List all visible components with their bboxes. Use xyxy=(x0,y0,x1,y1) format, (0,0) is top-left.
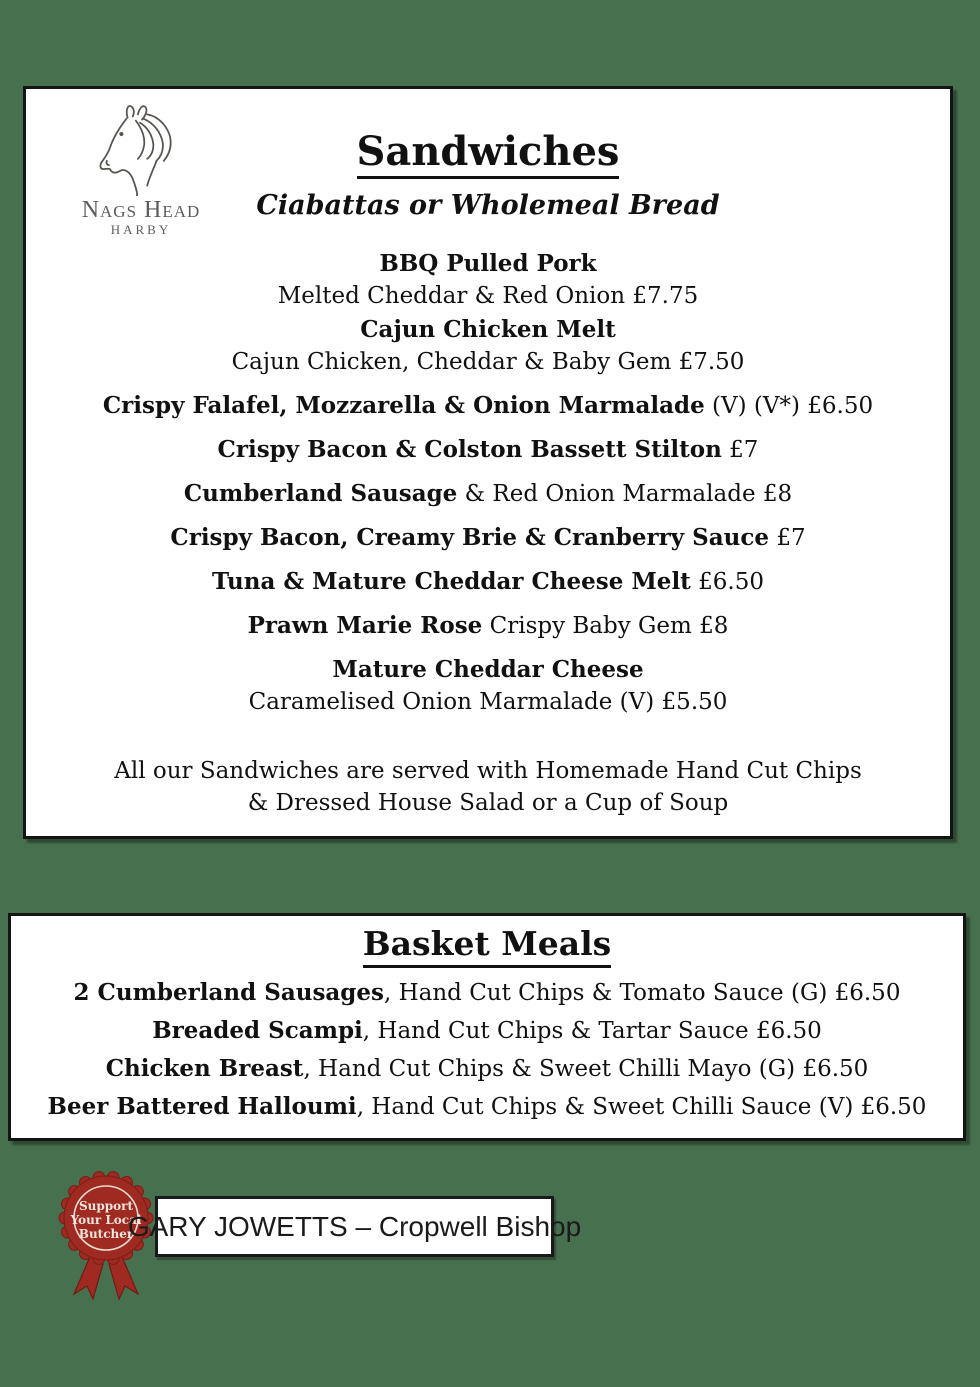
pub-name: Nags Head xyxy=(81,197,201,223)
menu-item-crispy-falafel: Crispy Falafel, Mozzarella & Onion Marmalade (V) (V*) £6.50 xyxy=(102,392,874,419)
menu-item-cajun-chicken-melt: Cajun Chicken Melt Cajun Chicken, Cheddar & Baby Gem £7.50 xyxy=(231,316,745,375)
menu-item-breaded-scampi: Breaded Scampi, Hand Cut Chips & Tartar Sauce £6.50 xyxy=(152,1017,822,1044)
sandwiches-subtitle: Ciabattas or Wholemeal Bread xyxy=(256,190,720,221)
rosette-text-line1: Support xyxy=(78,1199,134,1213)
butcher-sign-label: GARY JOWETTS – Cropwell Bishop xyxy=(127,1210,582,1242)
horse-head-icon xyxy=(76,101,206,196)
menu-item-bacon-brie-cranberry: Crispy Bacon, Creamy Brie & Cranberry Sauce £7 xyxy=(170,524,806,551)
section-title-basket-meals: Basket Meals xyxy=(11,916,963,968)
menu-item-mature-cheddar: Mature Cheddar Cheese Caramelised Onion Marmalade (V) £5.50 xyxy=(248,656,728,715)
sandwiches-panel xyxy=(23,86,953,839)
menu-item-bbq-pulled-pork: BBQ Pulled Pork Melted Cheddar & Red Onion £7.75 xyxy=(277,250,699,309)
rosette-text-line3: Butcher xyxy=(78,1227,134,1241)
sandwiches-footnote: All our Sandwiches are served with Homemade Hand Cut Chips & Dressed House Salad or a Cup of Soup xyxy=(114,758,862,816)
pub-logo xyxy=(66,101,216,237)
menu-item-beer-battered-halloumi: Beer Battered Halloumi, Hand Cut Chips & Sweet Chilli Sauce (V) £6.50 xyxy=(47,1093,927,1120)
menu-item-tuna-cheddar-melt: Tuna & Mature Cheddar Cheese Melt £6.50 xyxy=(212,568,764,595)
menu-item-cumberland-sausage: Cumberland Sausage & Red Onion Marmalade £8 xyxy=(183,480,793,507)
basket-meals-panel xyxy=(8,913,966,1141)
sandwiches-item-list xyxy=(26,247,950,719)
rosette-text-line2: Your Local xyxy=(70,1213,142,1227)
section-title-sandwiches: Sandwiches xyxy=(26,89,950,179)
menu-item-2-cumberland-sausages: 2 Cumberland Sausages, Hand Cut Chips & Tomato Sauce (G) £6.50 xyxy=(73,979,901,1006)
menu-item-prawn-marie-rose: Prawn Marie Rose Crispy Baby Gem £8 xyxy=(247,612,729,639)
menu-item-bacon-stilton: Crispy Bacon & Colston Bassett Stilton £7 xyxy=(217,436,759,463)
menu-item-chicken-breast: Chicken Breast, Hand Cut Chips & Sweet Chilli Mayo (G) £6.50 xyxy=(105,1055,869,1082)
pub-town: HARBY xyxy=(110,222,172,237)
basket-meals-item-list xyxy=(11,974,963,1126)
butcher-sign xyxy=(127,1196,582,1257)
